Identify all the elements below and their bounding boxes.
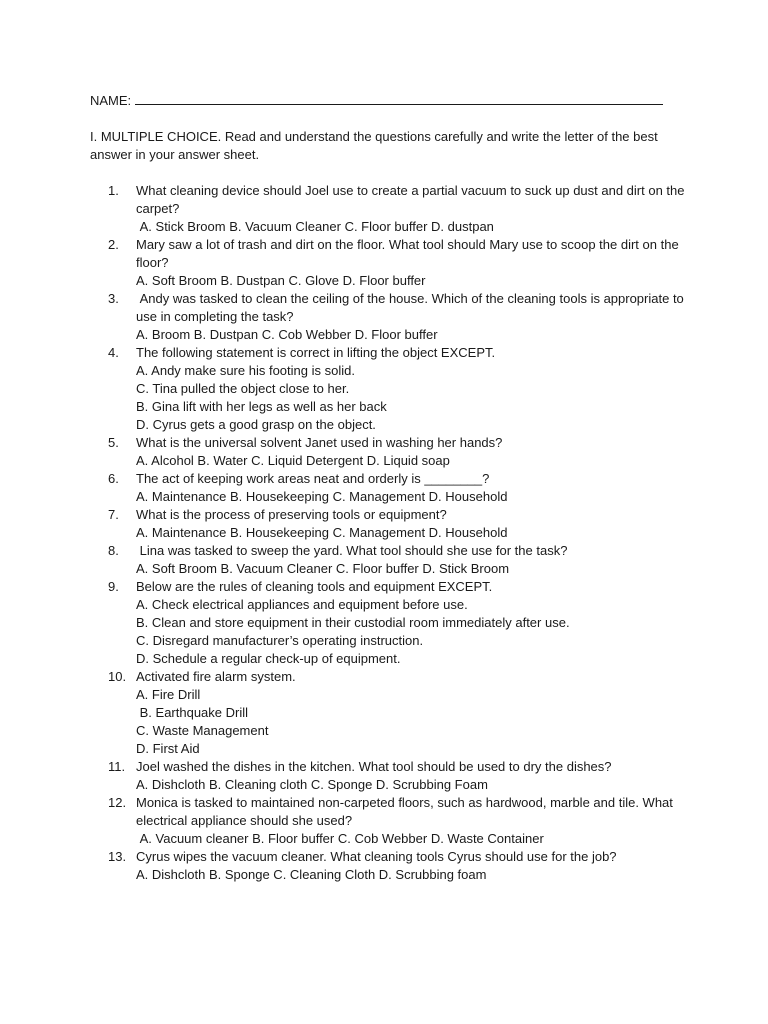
question-text: What is the universal solvent Janet used in washing her hands?: [136, 435, 503, 450]
question-text: The act of keeping work areas neat and orderly is ________?: [136, 471, 490, 486]
question-item: [0, 236, 768, 290]
question-item: [0, 668, 768, 758]
question-number: 6.: [108, 471, 119, 486]
answer-options: D. Cyrus gets a good grasp on the object.: [136, 417, 376, 432]
answer-options: A. Check electrical appliances and equipment before use.: [136, 597, 468, 612]
answer-options: C. Waste Management: [136, 723, 269, 738]
answer-options: A. Maintenance B. Housekeeping C. Management D. Household: [136, 489, 508, 504]
question-body: [136, 182, 696, 236]
question-item: [0, 506, 768, 542]
answer-options: C. Tina pulled the object close to her.: [136, 381, 350, 396]
question-number: 1.: [108, 183, 119, 198]
question-item: [0, 182, 768, 236]
question-body: [136, 848, 696, 884]
answer-options: A. Andy make sure his footing is solid.: [136, 363, 355, 378]
instructions: I. MULTIPLE CHOICE. Read and understand the questions carefully and write the letter of the best answer in your answer sheet.: [90, 129, 658, 162]
question-item: [0, 758, 768, 794]
question-number: 11.: [108, 759, 126, 774]
question-number: 7.: [108, 507, 119, 522]
answer-options: A. Broom B. Dustpan C. Cob Webber D. Floor buffer: [136, 327, 438, 342]
question-body: [136, 506, 696, 542]
answer-options: B. Clean and store equipment in their custodial room immediately after use.: [136, 615, 570, 630]
question-number: 8.: [108, 543, 119, 558]
question-item: [0, 578, 768, 668]
question-number: 5.: [108, 435, 119, 450]
question-body: [136, 794, 696, 848]
question-text: Mary saw a lot of trash and dirt on the floor. What tool should Mary use to scoop the dirt on the floor?: [136, 237, 683, 270]
question-body: [136, 668, 696, 758]
question-text: What is the process of preserving tools or equipment?: [136, 507, 447, 522]
question-body: [136, 758, 696, 794]
question-text: Activated fire alarm system.: [136, 669, 296, 684]
question-number: 13.: [108, 849, 127, 864]
question-body: [136, 470, 696, 506]
question-item: [0, 542, 768, 578]
question-text: Andy was tasked to clean the ceiling of the house. Which of the cleaning tools is appropriate to use in completing the task?: [136, 291, 688, 324]
question-list: [0, 182, 768, 884]
question-item: [0, 794, 768, 848]
question-text: The following statement is correct in lifting the object EXCEPT.: [136, 345, 496, 360]
question-text: Monica is tasked to maintained non-carpeted floors, such as hardwood, marble and tile. What electrical appliance should she used?: [136, 795, 677, 828]
question-body: [136, 236, 696, 290]
question-body: [136, 290, 696, 344]
question-number: 10.: [108, 669, 127, 684]
question-text: Cyrus wipes the vacuum cleaner. What cleaning tools Cyrus should use for the job?: [136, 849, 617, 864]
question-item: [0, 290, 768, 344]
name-label: NAME:: [90, 93, 132, 108]
question-body: [136, 578, 696, 668]
question-text: Lina was tasked to sweep the yard. What tool should she use for the task?: [136, 543, 568, 558]
question-item: [0, 470, 768, 506]
answer-options: A. Soft Broom B. Dustpan C. Glove D. Floor buffer: [136, 273, 426, 288]
answer-options: D. First Aid: [136, 741, 200, 756]
answer-options: A. Vacuum cleaner B. Floor buffer C. Cob Webber D. Waste Container: [136, 831, 544, 846]
question-number: 9.: [108, 579, 119, 594]
question-item: [0, 848, 768, 884]
answer-options: A. Alcohol B. Water C. Liquid Detergent D. Liquid soap: [136, 453, 450, 468]
question-number: 4.: [108, 345, 119, 360]
answer-options: A. Soft Broom B. Vacuum Cleaner C. Floor buffer D. Stick Broom: [136, 561, 510, 576]
answer-options: C. Disregard manufacturer’s operating instruction.: [136, 633, 424, 648]
question-body: [136, 344, 696, 434]
name-blank-line: [135, 92, 663, 105]
question-text: What cleaning device should Joel use to create a partial vacuum to suck up dust and dirt on the carpet?: [136, 183, 689, 216]
name-field: [90, 92, 663, 108]
answer-options: B. Gina lift with her legs as well as her back: [136, 399, 387, 414]
question-number: 2.: [108, 237, 119, 252]
answer-options: A. Fire Drill: [136, 687, 201, 702]
answer-options: B. Earthquake Drill: [136, 705, 249, 720]
question-text: Below are the rules of cleaning tools and equipment EXCEPT.: [136, 579, 493, 594]
answer-options: A. Dishcloth B. Cleaning cloth C. Sponge D. Scrubbing Foam: [136, 777, 488, 792]
question-body: [136, 542, 696, 578]
question-item: [0, 344, 768, 434]
answer-options: A. Stick Broom B. Vacuum Cleaner C. Floor buffer D. dustpan: [136, 219, 494, 234]
question-text: Joel washed the dishes in the kitchen. What tool should be used to dry the dishes?: [136, 759, 612, 774]
question-body: [136, 434, 696, 470]
answer-options: A. Maintenance B. Housekeeping C. Management D. Household: [136, 525, 508, 540]
question-item: [0, 434, 768, 470]
question-number: 12.: [108, 795, 127, 810]
question-number: 3.: [108, 291, 119, 306]
answer-options: D. Schedule a regular check-up of equipment.: [136, 651, 401, 666]
answer-options: A. Dishcloth B. Sponge C. Cleaning Cloth D. Scrubbing foam: [136, 867, 487, 882]
